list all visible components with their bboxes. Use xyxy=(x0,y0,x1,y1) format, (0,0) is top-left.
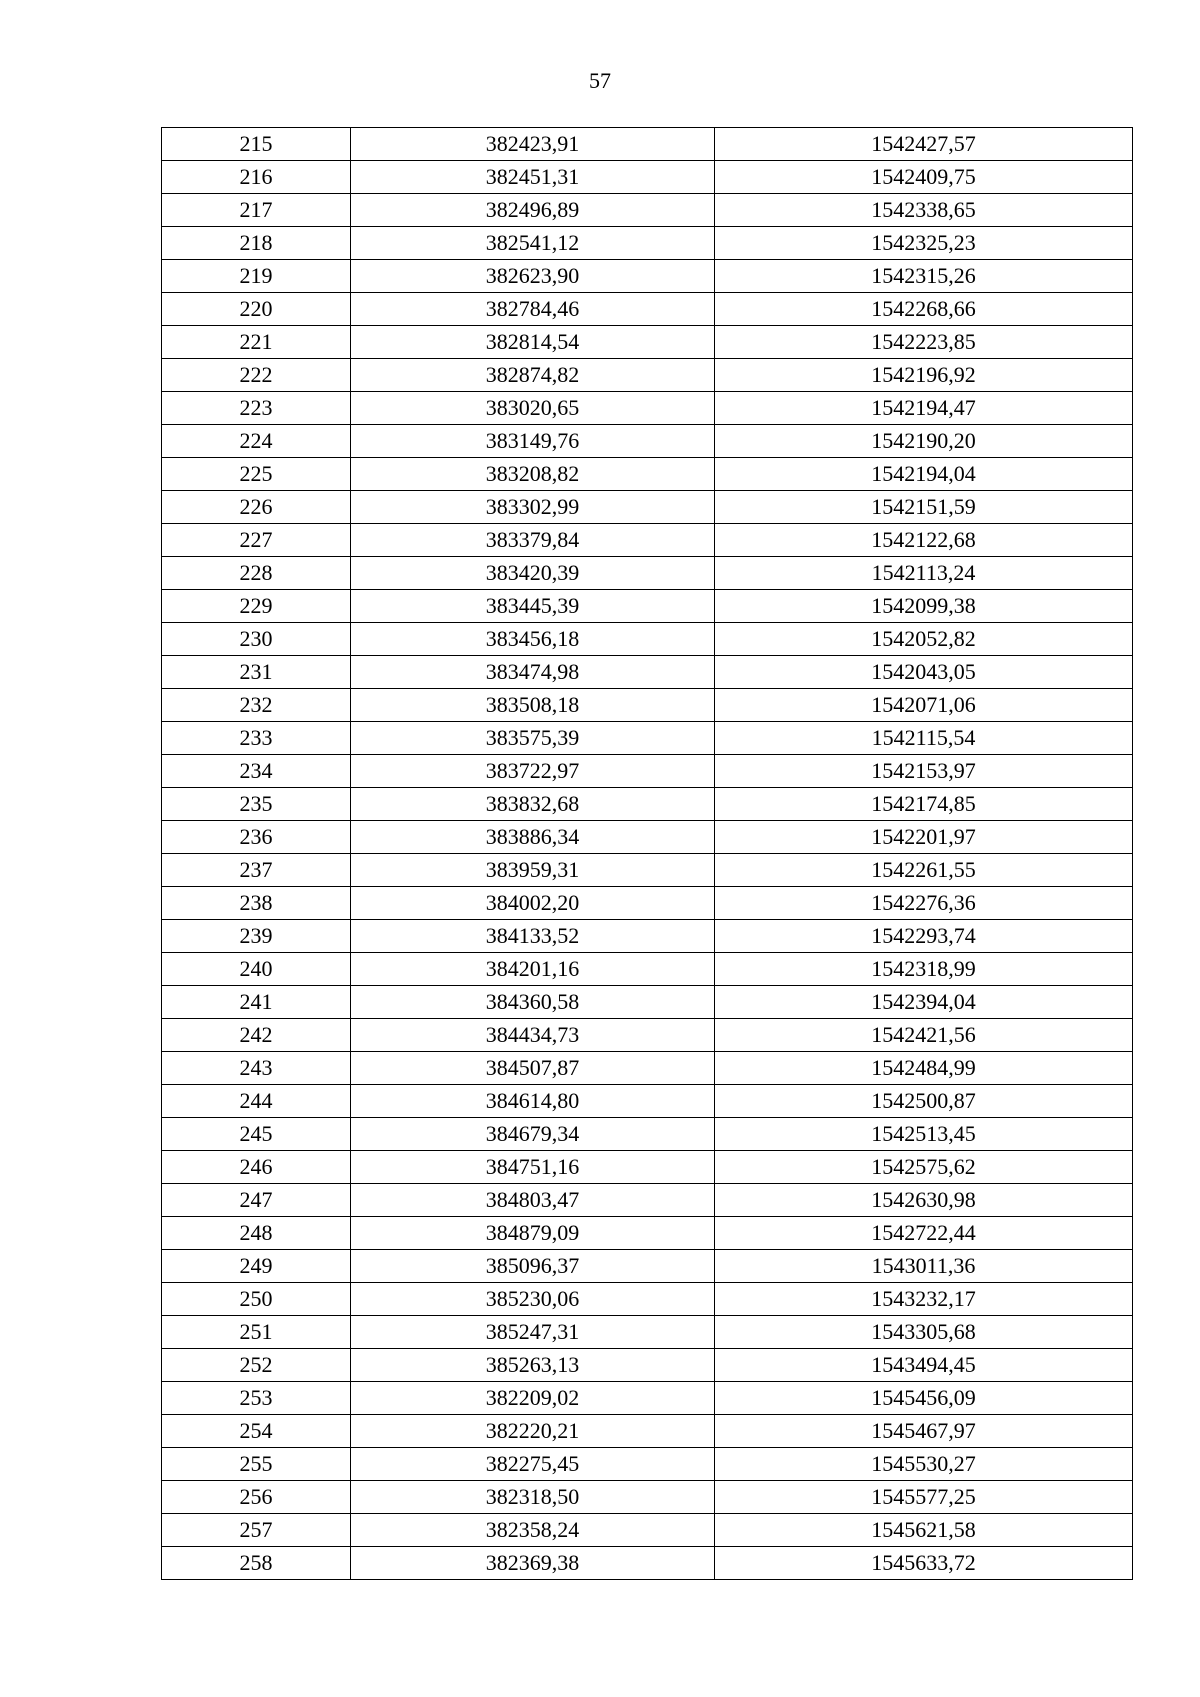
x-coordinate-cell: 382369,38 xyxy=(351,1547,715,1580)
point-number-cell: 231 xyxy=(162,656,351,689)
x-coordinate-cell: 383020,65 xyxy=(351,392,715,425)
y-coordinate-cell: 1542052,82 xyxy=(715,623,1133,656)
x-coordinate-cell: 382220,21 xyxy=(351,1415,715,1448)
y-coordinate-cell: 1542276,36 xyxy=(715,887,1133,920)
table-row xyxy=(162,854,1133,887)
y-coordinate-cell: 1542318,99 xyxy=(715,953,1133,986)
coordinates-table-body xyxy=(162,128,1133,1580)
x-coordinate-cell: 383575,39 xyxy=(351,722,715,755)
x-coordinate-cell: 385263,13 xyxy=(351,1349,715,1382)
table-row xyxy=(162,557,1133,590)
point-number-cell: 224 xyxy=(162,425,351,458)
table-row xyxy=(162,887,1133,920)
point-number-cell: 239 xyxy=(162,920,351,953)
table-row xyxy=(162,623,1133,656)
point-number-cell: 230 xyxy=(162,623,351,656)
table-row xyxy=(162,986,1133,1019)
table-row xyxy=(162,1547,1133,1580)
point-number-cell: 249 xyxy=(162,1250,351,1283)
point-number-cell: 256 xyxy=(162,1481,351,1514)
point-number-cell: 236 xyxy=(162,821,351,854)
point-number-cell: 229 xyxy=(162,590,351,623)
point-number-cell: 228 xyxy=(162,557,351,590)
y-coordinate-cell: 1542153,97 xyxy=(715,755,1133,788)
x-coordinate-cell: 382496,89 xyxy=(351,194,715,227)
table-row xyxy=(162,524,1133,557)
x-coordinate-cell: 382275,45 xyxy=(351,1448,715,1481)
y-coordinate-cell: 1543494,45 xyxy=(715,1349,1133,1382)
y-coordinate-cell: 1542201,97 xyxy=(715,821,1133,854)
x-coordinate-cell: 383886,34 xyxy=(351,821,715,854)
point-number-cell: 217 xyxy=(162,194,351,227)
x-coordinate-cell: 384751,16 xyxy=(351,1151,715,1184)
table-row xyxy=(162,491,1133,524)
y-coordinate-cell: 1542394,04 xyxy=(715,986,1133,1019)
y-coordinate-cell: 1543232,17 xyxy=(715,1283,1133,1316)
table-row xyxy=(162,1052,1133,1085)
x-coordinate-cell: 383208,82 xyxy=(351,458,715,491)
x-coordinate-cell: 382451,31 xyxy=(351,161,715,194)
point-number-cell: 241 xyxy=(162,986,351,1019)
table-row xyxy=(162,326,1133,359)
y-coordinate-cell: 1542722,44 xyxy=(715,1217,1133,1250)
point-number-cell: 221 xyxy=(162,326,351,359)
y-coordinate-cell: 1543305,68 xyxy=(715,1316,1133,1349)
x-coordinate-cell: 383420,39 xyxy=(351,557,715,590)
point-number-cell: 223 xyxy=(162,392,351,425)
point-number-cell: 253 xyxy=(162,1382,351,1415)
x-coordinate-cell: 384002,20 xyxy=(351,887,715,920)
x-coordinate-cell: 384507,87 xyxy=(351,1052,715,1085)
table-row xyxy=(162,128,1133,161)
table-row xyxy=(162,425,1133,458)
table-row xyxy=(162,821,1133,854)
point-number-cell: 251 xyxy=(162,1316,351,1349)
y-coordinate-cell: 1542194,47 xyxy=(715,392,1133,425)
point-number-cell: 252 xyxy=(162,1349,351,1382)
table-row xyxy=(162,1481,1133,1514)
y-coordinate-cell: 1542099,38 xyxy=(715,590,1133,623)
y-coordinate-cell: 1542223,85 xyxy=(715,326,1133,359)
y-coordinate-cell: 1545467,97 xyxy=(715,1415,1133,1448)
table-row xyxy=(162,1217,1133,1250)
y-coordinate-cell: 1542261,55 xyxy=(715,854,1133,887)
point-number-cell: 254 xyxy=(162,1415,351,1448)
y-coordinate-cell: 1542575,62 xyxy=(715,1151,1133,1184)
point-number-cell: 250 xyxy=(162,1283,351,1316)
x-coordinate-cell: 383508,18 xyxy=(351,689,715,722)
table-row xyxy=(162,227,1133,260)
y-coordinate-cell: 1545633,72 xyxy=(715,1547,1133,1580)
point-number-cell: 245 xyxy=(162,1118,351,1151)
table-row xyxy=(162,1514,1133,1547)
table-row xyxy=(162,458,1133,491)
y-coordinate-cell: 1542513,45 xyxy=(715,1118,1133,1151)
x-coordinate-cell: 382358,24 xyxy=(351,1514,715,1547)
x-coordinate-cell: 384360,58 xyxy=(351,986,715,1019)
table-row xyxy=(162,788,1133,821)
x-coordinate-cell: 382874,82 xyxy=(351,359,715,392)
x-coordinate-cell: 384614,80 xyxy=(351,1085,715,1118)
x-coordinate-cell: 384133,52 xyxy=(351,920,715,953)
y-coordinate-cell: 1542043,05 xyxy=(715,656,1133,689)
coordinates-table xyxy=(161,127,1133,1580)
y-coordinate-cell: 1542630,98 xyxy=(715,1184,1133,1217)
x-coordinate-cell: 383302,99 xyxy=(351,491,715,524)
x-coordinate-cell: 383379,84 xyxy=(351,524,715,557)
x-coordinate-cell: 382209,02 xyxy=(351,1382,715,1415)
x-coordinate-cell: 383722,97 xyxy=(351,755,715,788)
x-coordinate-cell: 383474,98 xyxy=(351,656,715,689)
table-row xyxy=(162,953,1133,986)
y-coordinate-cell: 1542113,24 xyxy=(715,557,1133,590)
x-coordinate-cell: 383149,76 xyxy=(351,425,715,458)
x-coordinate-cell: 384434,73 xyxy=(351,1019,715,1052)
y-coordinate-cell: 1542500,87 xyxy=(715,1085,1133,1118)
point-number-cell: 243 xyxy=(162,1052,351,1085)
y-coordinate-cell: 1542122,68 xyxy=(715,524,1133,557)
y-coordinate-cell: 1542151,59 xyxy=(715,491,1133,524)
point-number-cell: 219 xyxy=(162,260,351,293)
y-coordinate-cell: 1542421,56 xyxy=(715,1019,1133,1052)
table-row xyxy=(162,1283,1133,1316)
x-coordinate-cell: 384679,34 xyxy=(351,1118,715,1151)
y-coordinate-cell: 1542325,23 xyxy=(715,227,1133,260)
point-number-cell: 232 xyxy=(162,689,351,722)
x-coordinate-cell: 384201,16 xyxy=(351,953,715,986)
table-row xyxy=(162,161,1133,194)
table-row xyxy=(162,1250,1133,1283)
point-number-cell: 216 xyxy=(162,161,351,194)
x-coordinate-cell: 382318,50 xyxy=(351,1481,715,1514)
table-row xyxy=(162,1316,1133,1349)
x-coordinate-cell: 382784,46 xyxy=(351,293,715,326)
y-coordinate-cell: 1542115,54 xyxy=(715,722,1133,755)
x-coordinate-cell: 382814,54 xyxy=(351,326,715,359)
y-coordinate-cell: 1542196,92 xyxy=(715,359,1133,392)
y-coordinate-cell: 1545456,09 xyxy=(715,1382,1133,1415)
y-coordinate-cell: 1542409,75 xyxy=(715,161,1133,194)
point-number-cell: 246 xyxy=(162,1151,351,1184)
table-row xyxy=(162,1415,1133,1448)
y-coordinate-cell: 1542315,26 xyxy=(715,260,1133,293)
y-coordinate-cell: 1542484,99 xyxy=(715,1052,1133,1085)
y-coordinate-cell: 1542293,74 xyxy=(715,920,1133,953)
table-row xyxy=(162,260,1133,293)
table-row xyxy=(162,1085,1133,1118)
table-row xyxy=(162,1118,1133,1151)
x-coordinate-cell: 383456,18 xyxy=(351,623,715,656)
x-coordinate-cell: 383445,39 xyxy=(351,590,715,623)
table-row xyxy=(162,194,1133,227)
point-number-cell: 248 xyxy=(162,1217,351,1250)
point-number-cell: 227 xyxy=(162,524,351,557)
table-row xyxy=(162,920,1133,953)
table-row xyxy=(162,1382,1133,1415)
x-coordinate-cell: 382623,90 xyxy=(351,260,715,293)
point-number-cell: 225 xyxy=(162,458,351,491)
x-coordinate-cell: 385230,06 xyxy=(351,1283,715,1316)
table-row xyxy=(162,689,1133,722)
table-row xyxy=(162,656,1133,689)
y-coordinate-cell: 1542338,65 xyxy=(715,194,1133,227)
y-coordinate-cell: 1542427,57 xyxy=(715,128,1133,161)
point-number-cell: 247 xyxy=(162,1184,351,1217)
table-row xyxy=(162,590,1133,623)
point-number-cell: 234 xyxy=(162,755,351,788)
table-row xyxy=(162,293,1133,326)
y-coordinate-cell: 1543011,36 xyxy=(715,1250,1133,1283)
point-number-cell: 258 xyxy=(162,1547,351,1580)
x-coordinate-cell: 384803,47 xyxy=(351,1184,715,1217)
table-row xyxy=(162,722,1133,755)
x-coordinate-cell: 384879,09 xyxy=(351,1217,715,1250)
table-row xyxy=(162,392,1133,425)
point-number-cell: 257 xyxy=(162,1514,351,1547)
table-row xyxy=(162,1448,1133,1481)
y-coordinate-cell: 1542194,04 xyxy=(715,458,1133,491)
table-row xyxy=(162,755,1133,788)
point-number-cell: 240 xyxy=(162,953,351,986)
x-coordinate-cell: 382423,91 xyxy=(351,128,715,161)
table-row xyxy=(162,359,1133,392)
x-coordinate-cell: 385096,37 xyxy=(351,1250,715,1283)
y-coordinate-cell: 1545621,58 xyxy=(715,1514,1133,1547)
y-coordinate-cell: 1542174,85 xyxy=(715,788,1133,821)
table-row xyxy=(162,1349,1133,1382)
point-number-cell: 237 xyxy=(162,854,351,887)
point-number-cell: 242 xyxy=(162,1019,351,1052)
y-coordinate-cell: 1545530,27 xyxy=(715,1448,1133,1481)
x-coordinate-cell: 382541,12 xyxy=(351,227,715,260)
x-coordinate-cell: 383832,68 xyxy=(351,788,715,821)
table-row xyxy=(162,1151,1133,1184)
y-coordinate-cell: 1542071,06 xyxy=(715,689,1133,722)
page-number: 57 xyxy=(589,68,611,93)
table-row xyxy=(162,1019,1133,1052)
y-coordinate-cell: 1542190,20 xyxy=(715,425,1133,458)
point-number-cell: 215 xyxy=(162,128,351,161)
point-number-cell: 218 xyxy=(162,227,351,260)
x-coordinate-cell: 385247,31 xyxy=(351,1316,715,1349)
point-number-cell: 222 xyxy=(162,359,351,392)
point-number-cell: 233 xyxy=(162,722,351,755)
table-row xyxy=(162,1184,1133,1217)
point-number-cell: 244 xyxy=(162,1085,351,1118)
point-number-cell: 235 xyxy=(162,788,351,821)
y-coordinate-cell: 1542268,66 xyxy=(715,293,1133,326)
point-number-cell: 255 xyxy=(162,1448,351,1481)
point-number-cell: 238 xyxy=(162,887,351,920)
point-number-cell: 220 xyxy=(162,293,351,326)
point-number-cell: 226 xyxy=(162,491,351,524)
y-coordinate-cell: 1545577,25 xyxy=(715,1481,1133,1514)
x-coordinate-cell: 383959,31 xyxy=(351,854,715,887)
